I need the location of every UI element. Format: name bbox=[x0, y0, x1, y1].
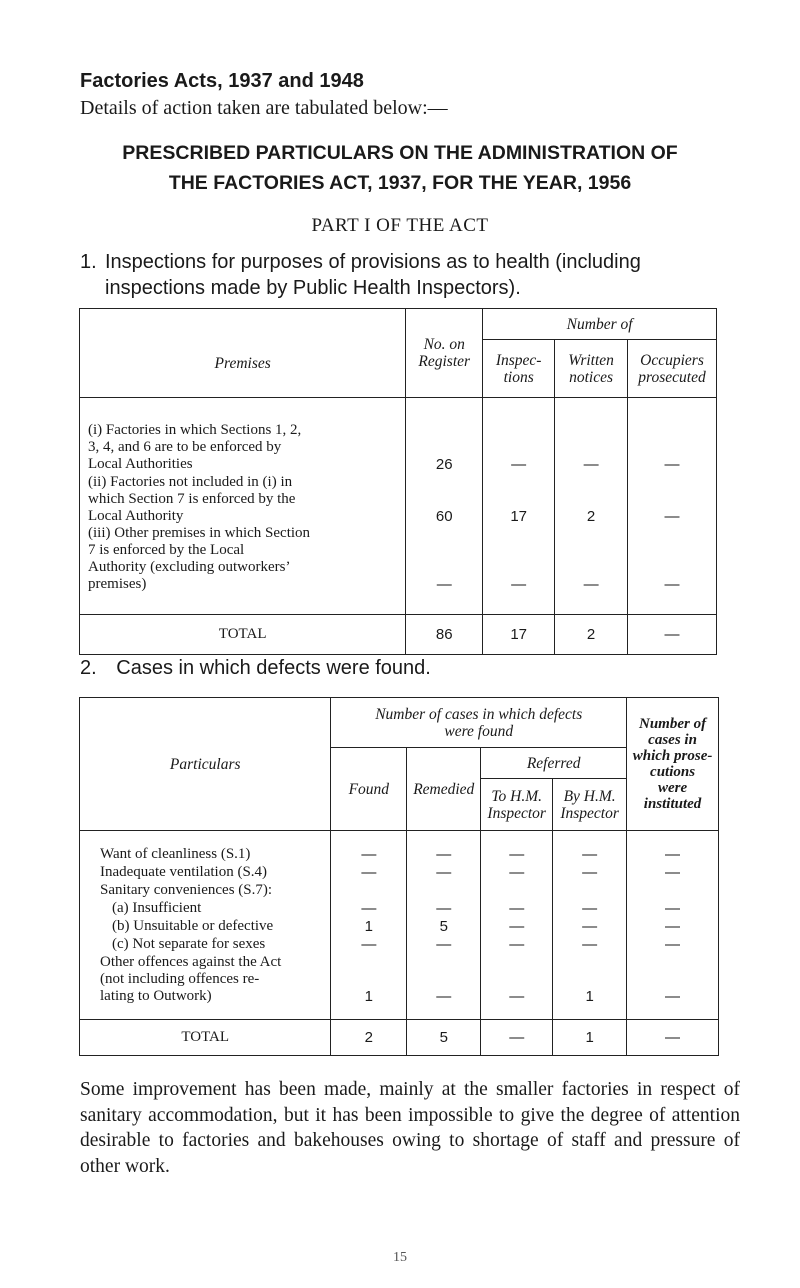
remedied-header: Remedied bbox=[407, 748, 481, 831]
total-register: 86 bbox=[406, 615, 483, 655]
found-cell bbox=[331, 882, 407, 900]
prosecutions-header: Number of cases in which prose- cutions were instituted bbox=[627, 698, 719, 831]
prosecutions-cell: — bbox=[627, 918, 719, 936]
total-occupiers: — bbox=[628, 615, 717, 655]
prosecutions-cell bbox=[627, 882, 719, 900]
to-hm-cell: — bbox=[481, 846, 553, 864]
total-found: 2 bbox=[331, 1020, 407, 1056]
written-cell: — bbox=[555, 525, 628, 605]
total-written: 2 bbox=[555, 615, 628, 655]
by-hm-cell: 1 bbox=[553, 954, 627, 1010]
inspections-cell: 17 bbox=[483, 474, 555, 525]
occupiers-cell: — bbox=[628, 525, 717, 605]
written-cell: 2 bbox=[555, 474, 628, 525]
register-cell: 60 bbox=[406, 474, 483, 525]
page-number: 15 bbox=[393, 1250, 407, 1265]
found-cell: 1 bbox=[331, 918, 407, 936]
register-cell: — bbox=[406, 525, 483, 605]
section-2-number: 2. bbox=[80, 657, 97, 679]
table-row bbox=[80, 936, 719, 954]
table-row bbox=[80, 954, 719, 1010]
by-hm-cell: — bbox=[553, 846, 627, 864]
section-2-text: Cases in which defects were found. bbox=[116, 657, 431, 679]
remedied-cell: 5 bbox=[407, 918, 481, 936]
found-cell: 1 bbox=[331, 954, 407, 1010]
total-to-hm: — bbox=[481, 1020, 553, 1056]
table-row bbox=[80, 882, 719, 900]
inspections-table bbox=[79, 308, 717, 655]
total-label: TOTAL bbox=[80, 615, 406, 655]
prescribed-title-line-1: PRESCRIBED PARTICULARS ON THE ADMINISTRATION OF bbox=[122, 142, 678, 164]
found-cell: — bbox=[331, 900, 407, 918]
prescribed-title-line-2: THE FACTORIES ACT, 1937, FOR THE YEAR, 1956 bbox=[168, 172, 632, 194]
part-title: PART I OF THE ACT bbox=[311, 215, 489, 236]
section-1-heading bbox=[80, 249, 740, 301]
premises-header: Premises bbox=[80, 309, 406, 398]
page-heading: Factories Acts, 1937 and 1948 bbox=[80, 70, 364, 92]
to-hm-cell bbox=[481, 882, 553, 900]
remedied-cell: — bbox=[407, 936, 481, 954]
to-hm-inspector-header: To H.M. Inspector bbox=[481, 779, 553, 831]
particular-label: (b) Unsuitable or defective bbox=[80, 918, 331, 936]
occupiers-cell: — bbox=[628, 474, 717, 525]
to-hm-cell: — bbox=[481, 936, 553, 954]
table-row bbox=[80, 864, 719, 882]
table-row bbox=[80, 422, 717, 474]
intro-text: Details of action taken are tabulated below:— bbox=[80, 97, 448, 119]
by-hm-cell: — bbox=[553, 900, 627, 918]
section-1-number: 1. bbox=[80, 251, 97, 273]
section-1-text: Inspections for purposes of provisions as to health (including inspections made by Public Health Inspectors). bbox=[105, 251, 641, 299]
prosecutions-cell: — bbox=[627, 846, 719, 864]
defects-table bbox=[79, 697, 719, 1056]
found-cell: — bbox=[331, 864, 407, 882]
register-header: No. on Register bbox=[406, 309, 483, 398]
table-row bbox=[80, 525, 717, 605]
particular-label: (c) Not separate for sexes bbox=[80, 936, 331, 954]
found-cell: — bbox=[331, 936, 407, 954]
by-hm-cell: — bbox=[553, 936, 627, 954]
total-remedied: 5 bbox=[407, 1020, 481, 1056]
prosecutions-cell: — bbox=[627, 900, 719, 918]
total-row bbox=[80, 615, 717, 655]
premises-label: (ii) Factories not included in (i) in which Section 7 is enforced by the Local Authority bbox=[80, 474, 406, 525]
number-of-header: Number of bbox=[483, 309, 717, 340]
table-row bbox=[80, 846, 719, 864]
particular-label: Other offences against the Act (not including offences re- lating to Outwork) bbox=[80, 954, 331, 1010]
occupiers-cell: — bbox=[628, 422, 717, 474]
to-hm-cell: — bbox=[481, 918, 553, 936]
premises-label: (iii) Other premises in which Section 7 is enforced by the Local Authority (excluding outworkers’ premises) bbox=[80, 525, 406, 605]
particular-label: Want of cleanliness (S.1) bbox=[80, 846, 331, 864]
particular-label: Inadequate ventilation (S.4) bbox=[80, 864, 331, 882]
particulars-header: Particulars bbox=[80, 698, 331, 831]
prosecutions-cell: — bbox=[627, 954, 719, 1010]
premises-label: (i) Factories in which Sections 1, 2, 3, 4, and 6 are to be enforced by Local Authorities bbox=[80, 422, 406, 474]
section-2-heading bbox=[80, 657, 431, 680]
written-notices-header: Written notices bbox=[555, 340, 628, 398]
total-by-hm: 1 bbox=[553, 1020, 627, 1056]
prosecutions-cell: — bbox=[627, 864, 719, 882]
cases-found-header: Number of cases in which defects were found bbox=[331, 698, 627, 748]
occupiers-prosecuted-header: Occupiers prosecuted bbox=[628, 340, 717, 398]
remedied-cell bbox=[407, 882, 481, 900]
table-row bbox=[80, 474, 717, 525]
summary-paragraph: Some improvement has been made, mainly at the smaller factories in respect of sanitary accommodation, but it has been impossible to give the degree of attention desirable to factories and bakehouses owing to shortage of staff and pressure of other work. bbox=[80, 1079, 740, 1177]
by-hm-cell: — bbox=[553, 864, 627, 882]
to-hm-cell: — bbox=[481, 864, 553, 882]
referred-header: Referred bbox=[481, 748, 627, 779]
particular-label: Sanitary conveniences (S.7): bbox=[80, 882, 331, 900]
by-hm-cell bbox=[553, 882, 627, 900]
particular-label: (a) Insufficient bbox=[80, 900, 331, 918]
total-inspections: 17 bbox=[483, 615, 555, 655]
inspections-cell: — bbox=[483, 525, 555, 605]
total-label: TOTAL bbox=[80, 1020, 331, 1056]
prosecutions-cell: — bbox=[627, 936, 719, 954]
table-row bbox=[80, 918, 719, 936]
inspections-cell: — bbox=[483, 422, 555, 474]
inspections-header: Inspec- tions bbox=[483, 340, 555, 398]
remedied-cell: — bbox=[407, 846, 481, 864]
to-hm-cell: — bbox=[481, 900, 553, 918]
remedied-cell: — bbox=[407, 954, 481, 1010]
written-cell: — bbox=[555, 422, 628, 474]
by-hm-cell: — bbox=[553, 918, 627, 936]
found-cell: — bbox=[331, 846, 407, 864]
register-cell: 26 bbox=[406, 422, 483, 474]
table-row bbox=[80, 900, 719, 918]
total-row bbox=[80, 1020, 719, 1056]
by-hm-inspector-header: By H.M. Inspector bbox=[553, 779, 627, 831]
total-prosecutions: — bbox=[627, 1020, 719, 1056]
found-header: Found bbox=[331, 748, 407, 831]
remedied-cell: — bbox=[407, 900, 481, 918]
to-hm-cell: — bbox=[481, 954, 553, 1010]
remedied-cell: — bbox=[407, 864, 481, 882]
